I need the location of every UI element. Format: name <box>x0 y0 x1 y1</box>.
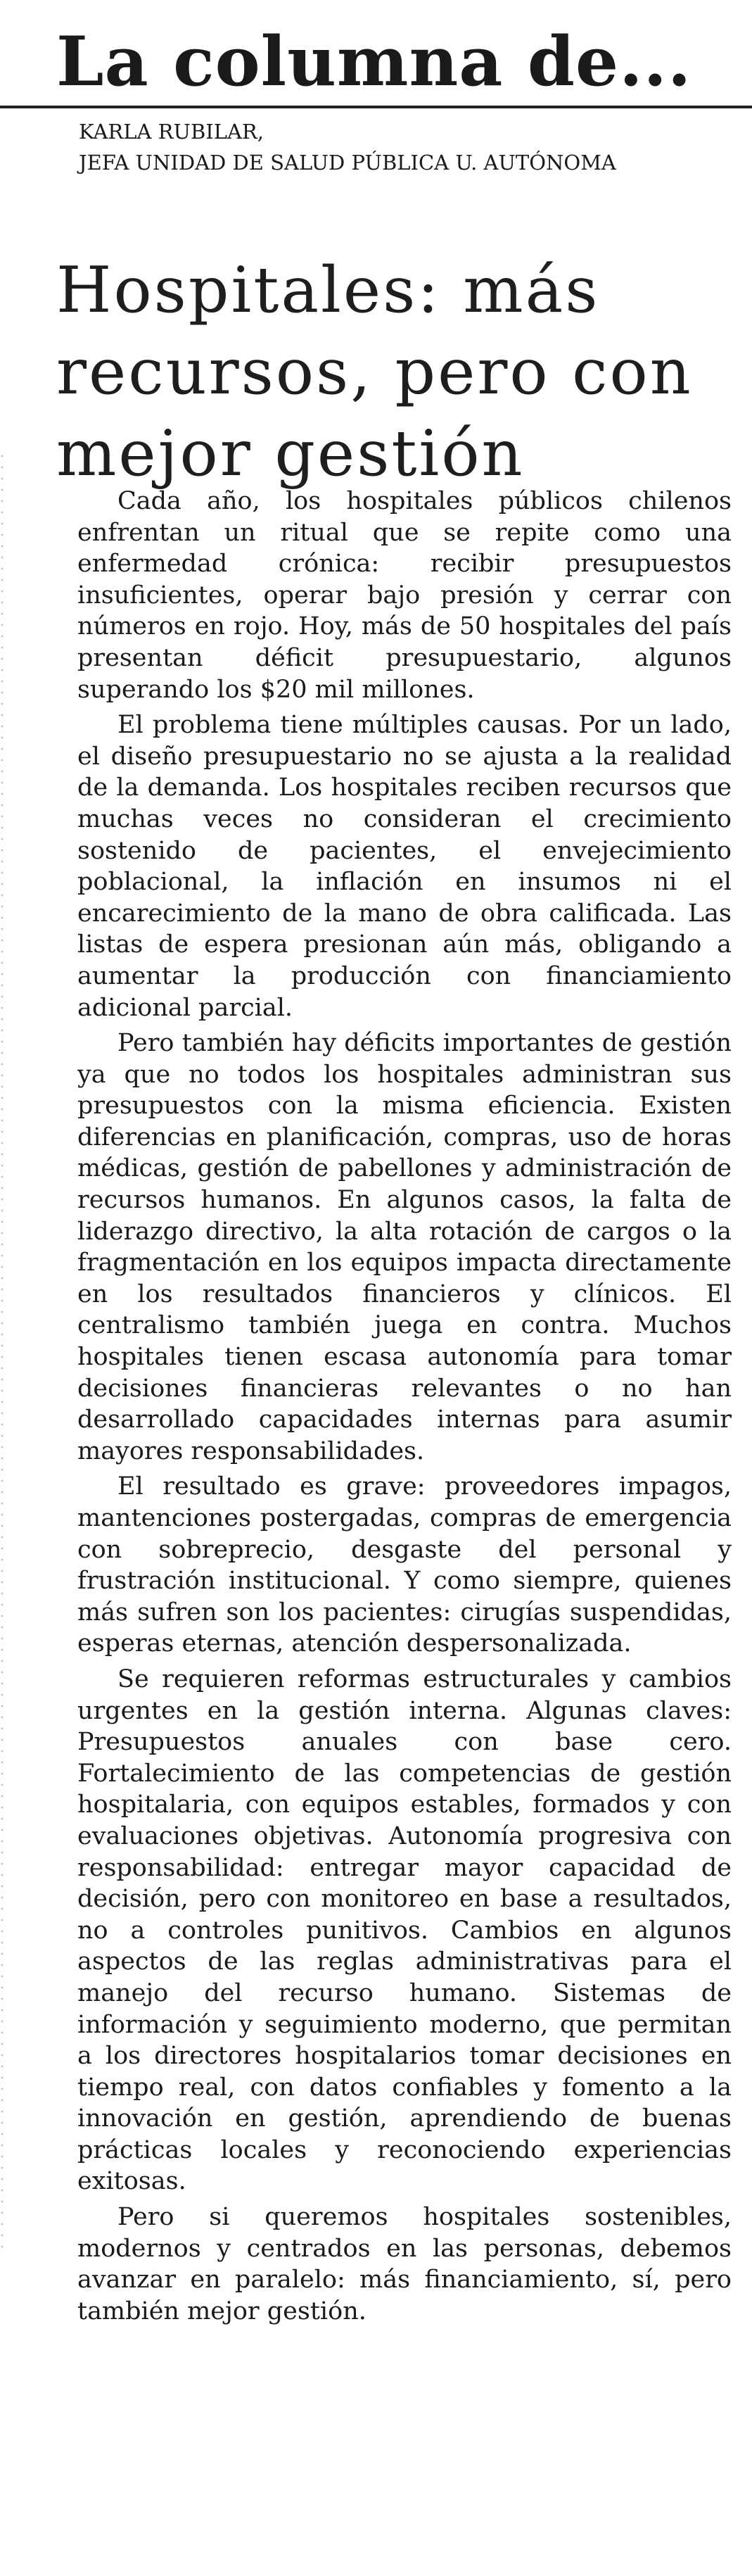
article-body <box>77 486 732 2331</box>
author-name: KARLA RUBILAR, <box>79 120 264 144</box>
author-byline <box>79 116 616 178</box>
article-paragraph: Pero también hay déficits importantes de gestión ya que no todos los hospitales administran sus presupuestos con la misma eficiencia. Existen diferencias en planificación, compras, uso de horas médicas, gestión de pabellones y administración de recursos humanos. En algunos casos, la falta de liderazgo directivo, la alta rotación de cargos o la fragmentación en los equipos impacta directamente en los resultados financieros y clínicos. El centralismo también juega en contra. Muchos hospitales tienen escasa autonomía para tomar decisiones financieras relevantes o no han desarrollado capacidades internas para asumir mayores responsabilidades. <box>77 1029 732 1465</box>
column-title: La columna de... <box>56 22 692 101</box>
article-paragraph: El problema tiene múltiples causas. Por un lado, el diseño presupuestario no se ajusta a la realidad de la demanda. Los hospitales reciben recursos que muchas veces no consideran el crecimiento sostenido de pacientes, el envejecimiento poblacional, la inflación en insumos ni el encarecimiento de la mano de obra calificada. Las listas de espera presionan aún más, obligando a aumentar la producción con financiamiento adicional parcial. <box>77 711 732 1022</box>
article-paragraph: Cada año, los hospitales públicos chilenos enfrentan un ritual que se repite como una enfermedad crónica: recibir presupuestos insuficientes, operar bajo presión y cerrar con números en rojo. Hoy, más de 50 hospitales del país presentan déficit presupuestario, algunos superando los $20 mil millones. <box>77 487 732 704</box>
title-rule-divider <box>0 106 752 108</box>
article-paragraph: El resultado es grave: proveedores impagos, mantenciones postergadas, compras de emergencia con sobreprecio, desgaste del personal y frustración institucional. Y como siempre, quienes más sufren son los pacientes: cirugías suspendidas, esperas eternas, atención despersonalizada. <box>77 1472 732 1658</box>
article-paragraph: Pero si queremos hospitales sostenibles, modernos y centrados en las personas, debemos avanzar en paralelo: más financiamiento, sí, pero también mejor gestión. <box>77 2203 732 2325</box>
page-edge-dots <box>0 450 4 2252</box>
headline-line: Hospitales: más <box>56 253 600 328</box>
headline-line: mejor gestión <box>56 417 525 491</box>
article-paragraph: Se requieren reformas estructurales y cambios urgentes en la gestión interna. Algunas claves: Presupuestos anuales con base cero. Fortalecimiento de las competencias de gestión hospitalaria, con equipos estables, formados y con evaluaciones objetivas. Autonomía progresiva con responsabilidad: entregar mayor capacidad de decisión, pero con monitoreo en base a resultados, no a controles punitivos. Cambios en algunos aspectos de las reglas administrativas para el manejo del recurso humano. Sistemas de información y seguimiento moderno, que permitan a los directores hospitalarios tomar decisiones en tiempo real, con datos confiables y fomento a la innovación en gestión, aprendiendo de buenas prácticas locales y reconociendo experiencias exitosas. <box>77 1665 732 2196</box>
article-headline <box>56 250 732 495</box>
author-role: JEFA UNIDAD DE SALUD PÚBLICA U. AUTÓNOMA <box>79 151 616 175</box>
headline-line: recursos, pero con <box>56 335 693 410</box>
